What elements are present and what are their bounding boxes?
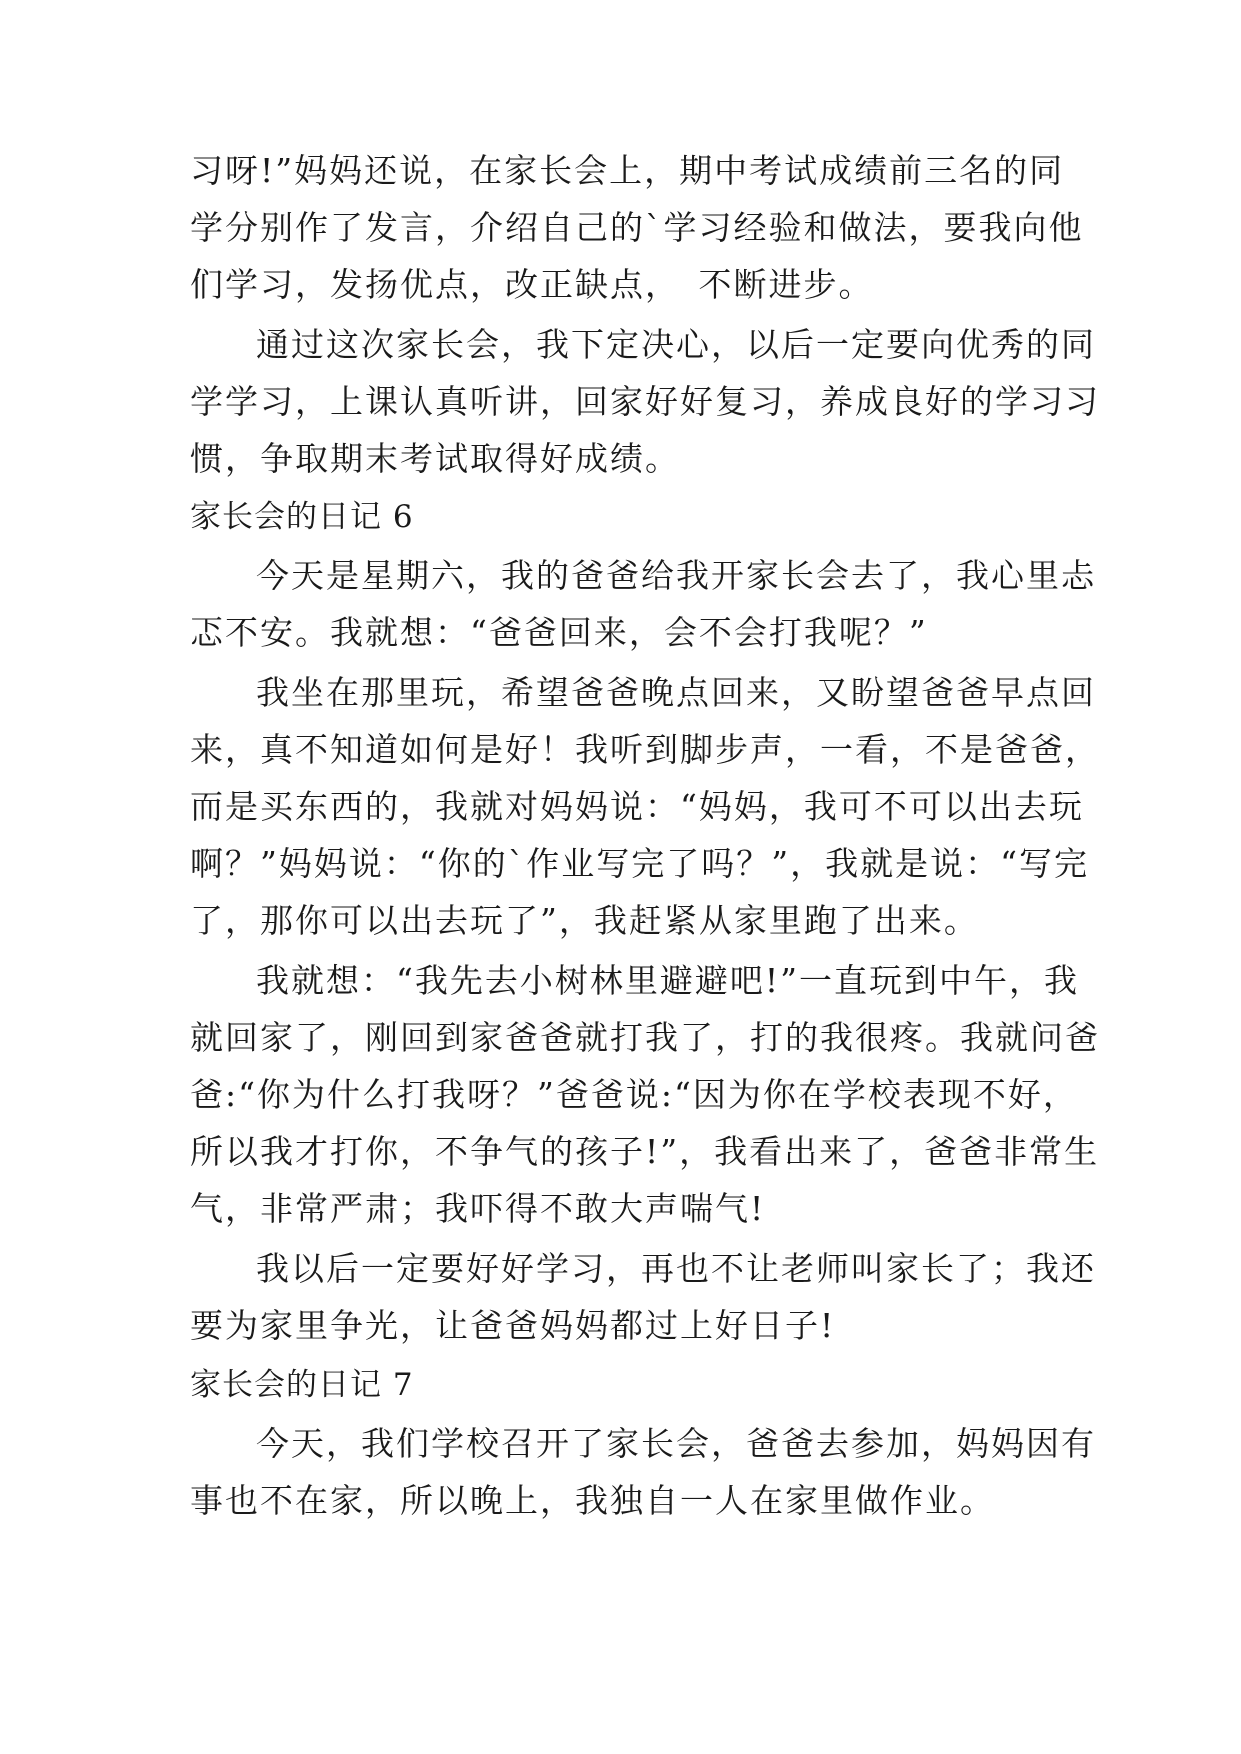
- section-heading: 家长会的日记 7: [190, 1367, 414, 1403]
- text-line: 来，真不知道如何是好！我听到脚步声，一看，不是爸爸，: [190, 730, 1100, 769]
- paragraph-first-line: 我就想：“我先去小树林里避避吧!”一直玩到中午，我: [256, 961, 1080, 1000]
- paragraph-first-line: 通过这次家长会，我下定决心，以后一定要向优秀的同: [256, 325, 1096, 364]
- section-heading: 家长会的日记 6: [190, 499, 414, 535]
- text-line: 事也不在家，所以晚上，我独自一人在家里做作业。: [190, 1481, 995, 1520]
- text-line: 爸:“你为什么打我呀？”爸爸说:“因为你在学校表现不好，: [190, 1075, 1078, 1114]
- text-line: 忑不安。我就想：“爸爸回来，会不会打我呢？”: [190, 613, 928, 652]
- text-line: 学分别作了发言，介绍自己的`学习经验和做法，要我向他: [190, 208, 1084, 247]
- text-line: 学学习，上课认真听讲，回家好好复习，养成良好的学习习: [190, 382, 1100, 421]
- text-line: 惯，争取期末考试取得好成绩。: [190, 439, 680, 478]
- paragraph-first-line: 我以后一定要好好学习，再也不让老师叫家长了；我还: [256, 1249, 1096, 1288]
- text-line: 要为家里争光，让爸爸妈妈都过上好日子!: [190, 1306, 836, 1345]
- paragraph-first-line: 今天，我们学校召开了家长会，爸爸去参加，妈妈因有: [256, 1424, 1096, 1463]
- text-line: 就回家了，刚回到家爸爸就打我了，打的我很疼。我就问爸: [190, 1018, 1100, 1057]
- paragraph-first-line: 今天是星期六，我的爸爸给我开家长会去了，我心里忐: [256, 556, 1096, 595]
- text-line: 气，非常严肃；我吓得不敢大声喘气!: [190, 1189, 766, 1228]
- text-line: 习呀!”妈妈还说，在家长会上，期中考试成绩前三名的同: [190, 151, 1065, 190]
- text-line: 所以我才打你，不争气的孩子!”，我看出来了，爸爸非常生: [190, 1132, 1100, 1171]
- text-line: 啊？”妈妈说：“你的`作业写完了吗？”，我就是说：“写完: [190, 844, 1089, 883]
- paragraph-first-line: 我坐在那里玩，希望爸爸晚点回来，又盼望爸爸早点回: [256, 673, 1096, 712]
- text-line: 了，那你可以出去玩了”，我赶紧从家里跑了出来。: [190, 901, 979, 940]
- text-line: 们学习，发扬优点，改正缺点， 不断进步。: [190, 265, 874, 304]
- text-line: 而是买东西的，我就对妈妈说：“妈妈，我可不可以出去玩: [190, 787, 1084, 826]
